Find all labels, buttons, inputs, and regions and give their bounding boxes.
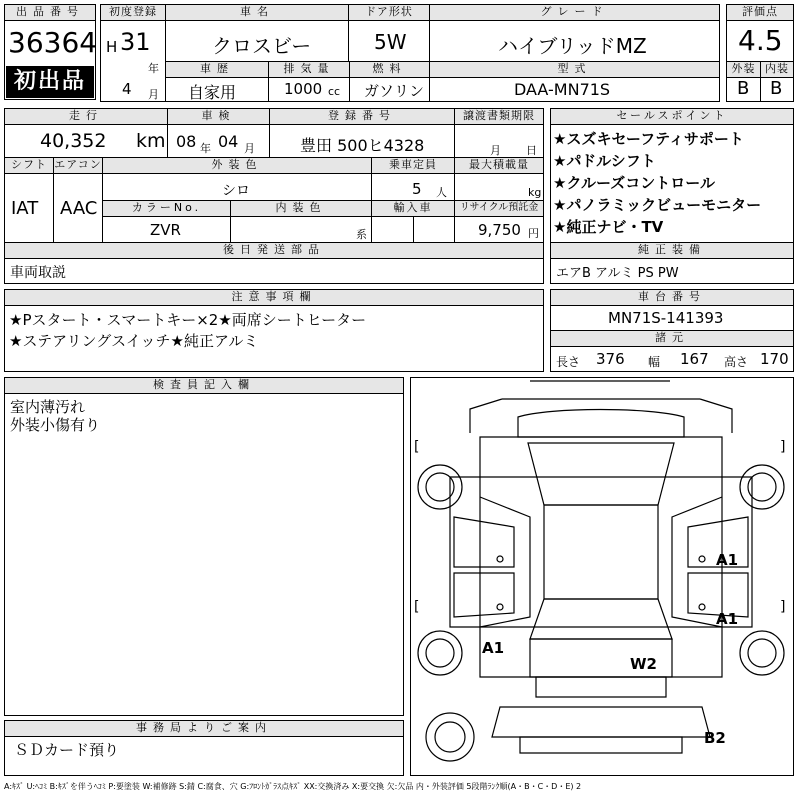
width-label: 幅	[648, 355, 661, 369]
recycle-label: リサイクル預託金	[454, 200, 544, 217]
first-listing-badge: 初出品	[6, 66, 94, 98]
recycle-fee: 9,750	[478, 221, 521, 239]
office-note: ＳＤカード預り	[14, 741, 120, 759]
damage-mark-rear-glass: W2	[630, 655, 657, 673]
int-grade: B	[770, 78, 783, 99]
damage-mark-rear-bumper: B2	[704, 729, 726, 747]
mileage-label: 走行	[4, 108, 168, 125]
later-parts-label: 後日発送部品	[4, 242, 544, 259]
grade: ハイブリッドMZ	[498, 34, 647, 58]
interior-color-suffix: 系	[356, 228, 367, 241]
interior-color-label: 内装色	[230, 200, 372, 217]
history: 自家用	[188, 83, 237, 102]
grade-label: グレード	[429, 4, 720, 21]
damage-mark-left-rear: A1	[482, 639, 505, 657]
damage-mark-right-door-front: A1	[716, 551, 739, 569]
history-label: 車歴	[165, 61, 269, 78]
plate-label: 登録番号	[269, 108, 455, 125]
model-label: 型式	[429, 61, 720, 78]
equipment: エアB アルミ PS PW	[556, 266, 679, 281]
selling-point-item: ★スズキセーフティサポート	[553, 130, 744, 148]
selling-point-item: ★純正ナビ・TV	[553, 218, 664, 236]
inspection-label: 車検	[167, 108, 270, 125]
reg-month: 4	[122, 80, 132, 98]
damage-mark-right-door-rear: A1	[716, 610, 739, 628]
shift: IAT	[11, 198, 39, 219]
notes-label: 注意事項欄	[4, 289, 544, 306]
selling-point-item: ★クルーズコントロール	[553, 174, 715, 192]
capacity-unit: 人	[436, 186, 447, 199]
import-label: 輸入車	[371, 200, 455, 217]
legend: A:ｷｽﾞ U:ﾍｺﾐ B:ｷｽﾞを伴うﾍｺﾐ P:要塗装 W:補修跡 S:錆 C:腐食、穴 G:ﾌﾛﾝﾄｶﾞﾗｽ点ｷｽﾞ XX:交換済み X:要交換 欠:欠品 内・外装評価 5段階ﾗﾝｸ順(A・B・C・D・E) 2	[4, 782, 582, 791]
model: DAA-MN71S	[514, 80, 611, 99]
car-name-label: 車名	[165, 4, 349, 21]
door-label: ドア形状	[348, 4, 430, 21]
height: 170	[760, 350, 789, 368]
load-capacity-unit: kg	[528, 186, 542, 199]
selling-point-item: ★パノラミックビューモニター	[553, 196, 762, 214]
chassis-label: 車台番号	[550, 289, 794, 306]
chassis-number: MN71S-141393	[608, 309, 724, 327]
door-type: 5W	[374, 30, 407, 54]
length: 376	[596, 350, 625, 368]
width: 167	[680, 350, 709, 368]
ext-grade-label: 外装	[726, 61, 761, 78]
notes-line-1: ★Pスタート・スマートキー×2★両席シートヒーター	[9, 311, 367, 329]
color-no: ZVR	[150, 221, 181, 239]
reg-month-unit: 月	[148, 88, 159, 101]
displacement: 1000	[284, 80, 323, 98]
selling-points-list	[553, 128, 761, 238]
office-label: 事務局よりご案内	[4, 720, 404, 737]
fuel: ガソリン	[364, 82, 425, 100]
notes-line-2: ★ステアリングスイッチ★純正アルミ	[9, 332, 259, 350]
lot-number: 36364	[8, 26, 98, 59]
load-capacity-label: 最大積載量	[454, 157, 544, 174]
inspection-month: 04	[218, 132, 239, 151]
transfer-label: 譲渡書類期限	[454, 108, 544, 125]
recycle-fee-unit: 円	[528, 227, 539, 240]
transfer-day-unit: 日	[526, 144, 537, 157]
inspector-line-1: 室内薄汚れ	[10, 398, 86, 416]
displacement-unit: cc	[328, 85, 341, 98]
score-label: 評価点	[726, 4, 794, 21]
shift-label: シフト	[4, 157, 54, 174]
score: 4.5	[738, 24, 783, 57]
transfer-month-unit: 月	[490, 144, 501, 157]
ac: AAC	[60, 198, 98, 219]
reg-year: 31	[120, 28, 151, 56]
plate-number: 豊田 500ヒ4328	[300, 136, 425, 155]
color-no-label: カラーNo.	[102, 200, 231, 217]
bracket-right-2: ]	[780, 599, 786, 615]
inspector-label: 検査員記入欄	[4, 377, 404, 394]
lot-number-label: 出品番号	[4, 4, 96, 21]
bracket-left-2: [	[414, 599, 420, 615]
car-name: クロスビー	[212, 34, 312, 58]
ext-grade: B	[737, 78, 750, 99]
selling-point-item: ★パドルシフト	[553, 152, 656, 170]
length-label: 長さ	[556, 355, 581, 369]
selling-points-label: セールスポイント	[550, 108, 794, 125]
color-label: 外装色	[102, 157, 372, 174]
bracket-left-1: [	[414, 439, 420, 455]
inspection-year: 08	[176, 132, 197, 151]
inspection-month-unit: 月	[244, 142, 255, 155]
height-label: 高さ	[724, 355, 749, 369]
reg-year-unit: 年	[148, 62, 159, 75]
int-grade-label: 内装	[760, 61, 794, 78]
inspector-line-2: 外装小傷有り	[10, 416, 101, 434]
capacity-label: 乗車定員	[371, 157, 455, 174]
spec-label: 諸元	[550, 330, 794, 347]
fuel-label: 燃料	[349, 61, 430, 78]
mileage: 40,352	[40, 130, 107, 152]
color: シロ	[222, 183, 250, 199]
equipment-label: 純正装備	[550, 242, 794, 259]
ac-label: エアコン	[53, 157, 103, 174]
inspection-year-unit: 年	[200, 142, 211, 155]
bracket-right-1: ]	[780, 439, 786, 455]
reg-era: H	[106, 38, 118, 56]
mileage-unit: km	[136, 130, 166, 152]
later-parts: 車両取説	[10, 265, 66, 281]
first-reg-label: 初度登録	[100, 4, 166, 21]
capacity: 5	[412, 180, 422, 198]
car-damage-diagram	[410, 377, 794, 776]
displacement-label: 排気量	[268, 61, 350, 78]
